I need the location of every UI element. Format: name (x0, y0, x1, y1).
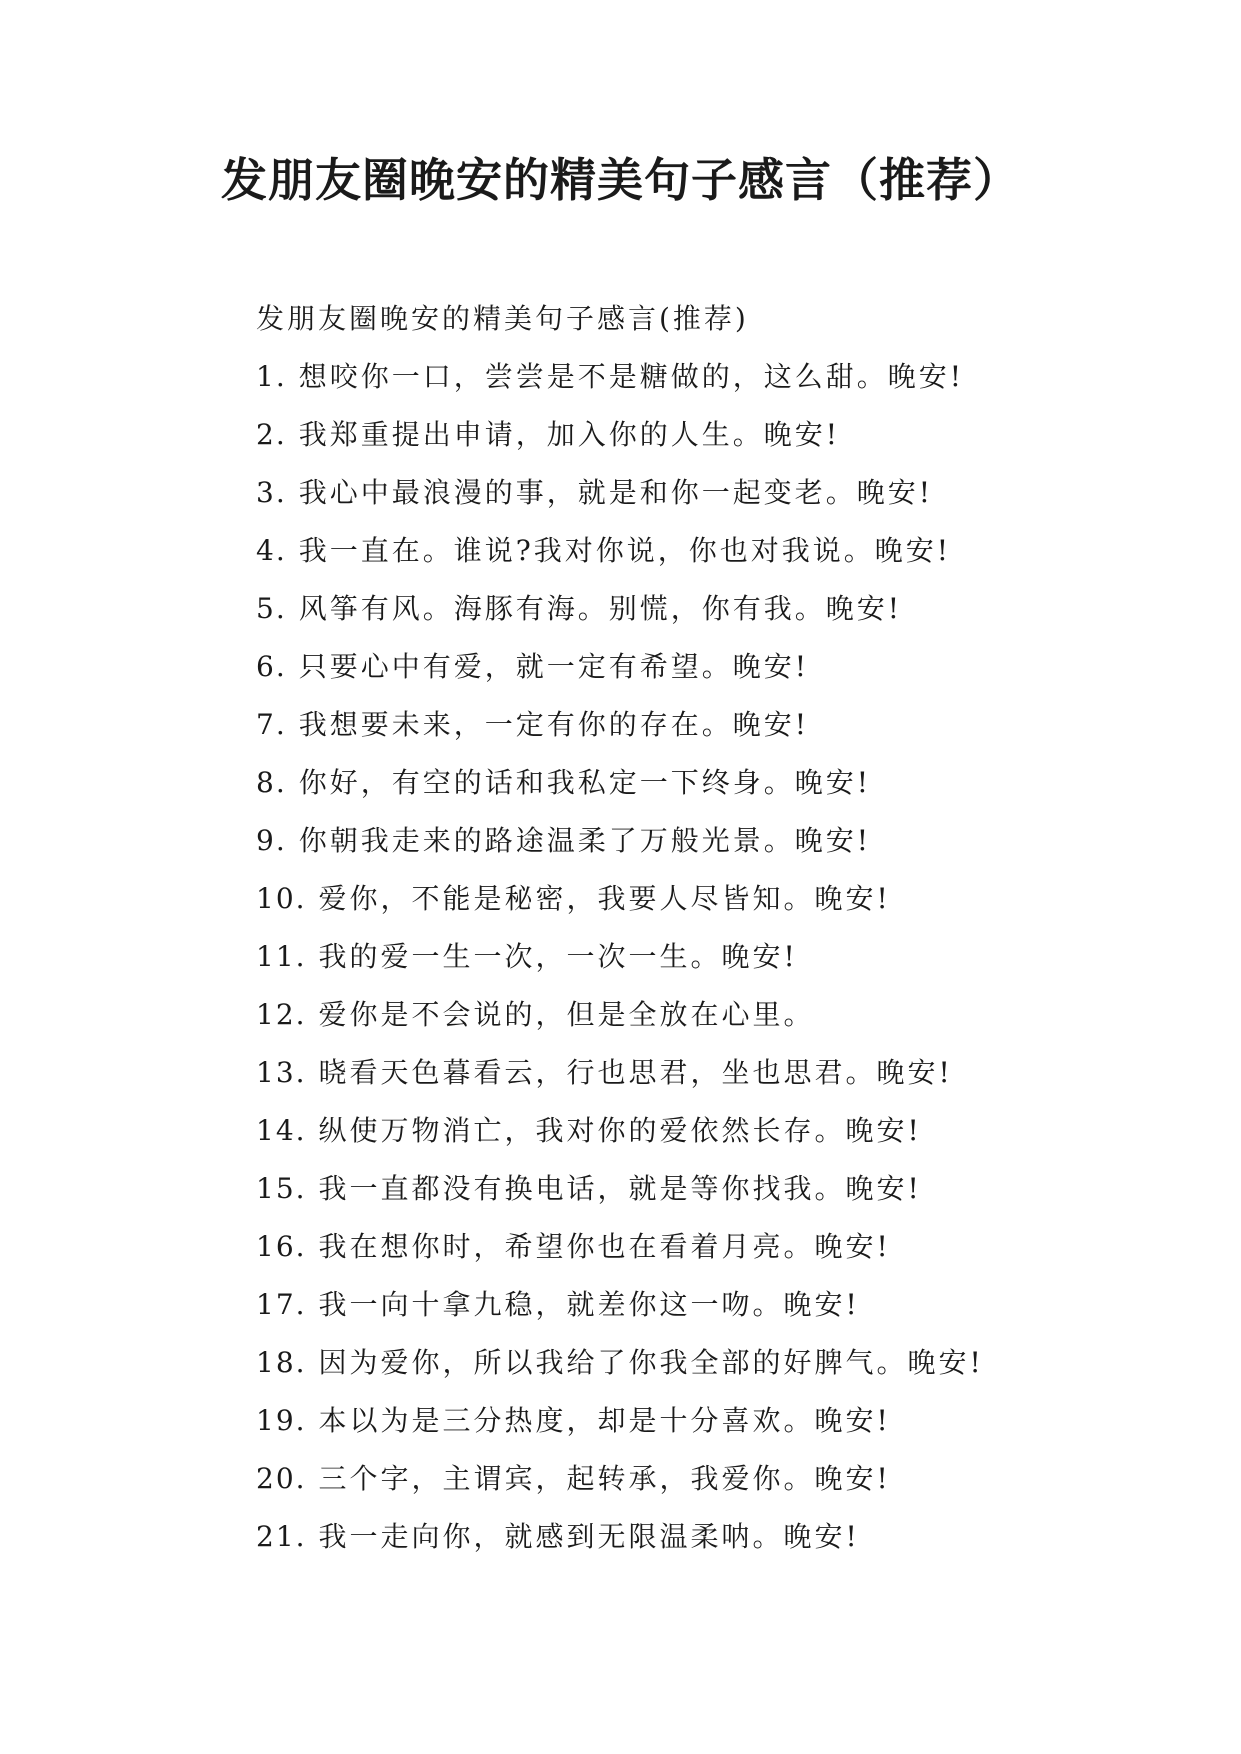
list-item (256, 1392, 1156, 1450)
item-text: 我郑重提出申请，加入你的人生。晚安! (298, 418, 840, 451)
item-number: 12. (256, 998, 307, 1031)
item-text: 我一直在。谁说?我对你说，你也对我说。晚安! (298, 534, 951, 567)
list-item (256, 812, 1156, 870)
item-text: 三个字，主谓宾，起转承，我爱你。晚安! (318, 1462, 891, 1495)
item-text: 我想要未来，一定有你的存在。晚安! (298, 708, 809, 741)
item-number: 21. (256, 1520, 307, 1553)
list-item (256, 348, 1156, 406)
item-number: 1. (256, 360, 287, 393)
list-item (256, 1276, 1156, 1334)
list-item (256, 986, 1156, 1044)
list-item (256, 580, 1156, 638)
item-text: 想咬你一口，尝尝是不是糖做的，这么甜。晚安! (298, 360, 964, 393)
item-text: 风筝有风。海豚有海。别慌，你有我。晚安! (298, 592, 902, 625)
item-text: 因为爱你，所以我给了你我全部的好脾气。晚安! (318, 1346, 984, 1379)
item-number: 8. (256, 766, 287, 799)
item-text: 爱你，不能是秘密，我要人尽皆知。晚安! (318, 882, 891, 915)
document-subtitle: 发朋友圈晚安的精美句子感言(推荐) (256, 302, 749, 335)
item-number: 19. (256, 1404, 307, 1437)
item-text: 我一向十拿九稳，就差你这一吻。晚安! (318, 1288, 860, 1321)
item-number: 6. (256, 650, 287, 683)
list-item (256, 1450, 1156, 1508)
item-number: 2. (256, 418, 287, 451)
item-number: 5. (256, 592, 287, 625)
item-number: 11. (256, 940, 307, 973)
list-item (256, 638, 1156, 696)
item-text: 我心中最浪漫的事，就是和你一起变老。晚安! (298, 476, 933, 509)
list-item (256, 522, 1156, 580)
item-number: 3. (256, 476, 287, 509)
item-text: 我一走向你，就感到无限温柔呐。晚安! (318, 1520, 860, 1553)
item-text: 本以为是三分热度，却是十分喜欢。晚安! (318, 1404, 891, 1437)
list-item (256, 1044, 1156, 1102)
item-text: 我一直都没有换电话，就是等你找我。晚安! (318, 1172, 922, 1205)
list-item (256, 1218, 1156, 1276)
list-item (256, 1334, 1156, 1392)
item-number: 17. (256, 1288, 307, 1321)
sentence-list (256, 348, 1156, 1566)
item-number: 14. (256, 1114, 307, 1147)
item-text: 你朝我走来的路途温柔了万般光景。晚安! (298, 824, 871, 857)
item-number: 7. (256, 708, 287, 741)
item-text: 晓看天色暮看云，行也思君，坐也思君。晚安! (318, 1056, 953, 1089)
list-item (256, 870, 1156, 928)
item-number: 10. (256, 882, 307, 915)
item-text: 爱你是不会说的，但是全放在心里。 (318, 998, 815, 1031)
list-item (256, 1160, 1156, 1218)
item-number: 16. (256, 1230, 307, 1263)
list-item (256, 1508, 1156, 1566)
item-text: 我在想你时，希望你也在看着月亮。晚安! (318, 1230, 891, 1263)
list-item (256, 406, 1156, 464)
item-number: 20. (256, 1462, 307, 1495)
item-number: 9. (256, 824, 287, 857)
document-title: 发朋友圈晚安的精美句子感言（推荐） (221, 153, 1020, 207)
item-number: 13. (256, 1056, 307, 1089)
list-item (256, 464, 1156, 522)
list-item (256, 696, 1156, 754)
list-item (256, 1102, 1156, 1160)
item-text: 只要心中有爱，就一定有希望。晚安! (298, 650, 809, 683)
item-number: 18. (256, 1346, 307, 1379)
list-item (256, 754, 1156, 812)
item-text: 我的爱一生一次，一次一生。晚安! (318, 940, 798, 973)
item-number: 4. (256, 534, 287, 567)
item-number: 15. (256, 1172, 307, 1205)
list-item (256, 928, 1156, 986)
item-text: 你好，有空的话和我私定一下终身。晚安! (298, 766, 871, 799)
item-text: 纵使万物消亡，我对你的爱依然长存。晚安! (318, 1114, 922, 1147)
document-body (256, 290, 1156, 1566)
